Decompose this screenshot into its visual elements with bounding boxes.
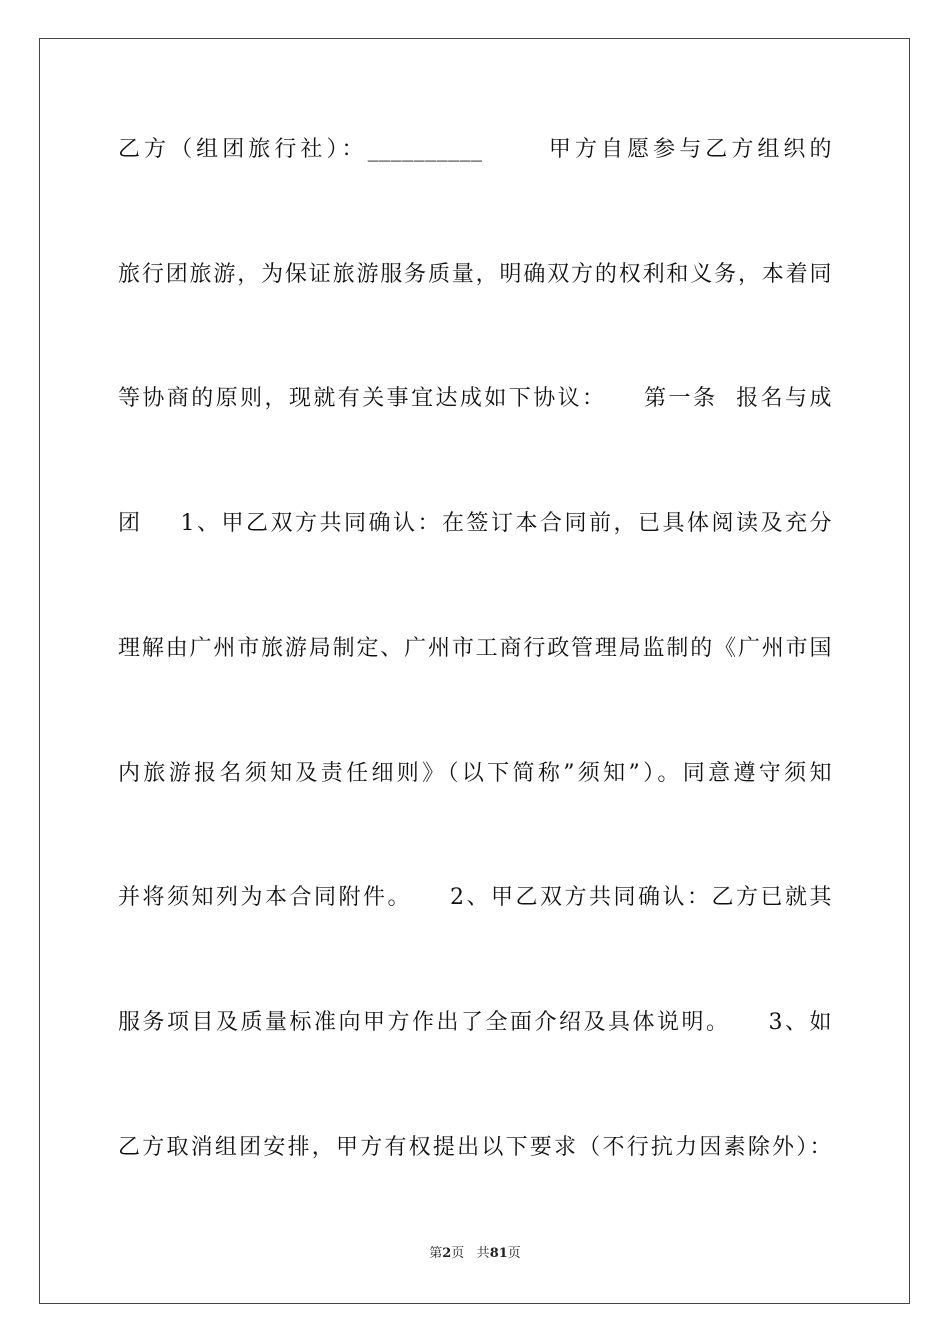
footer-total-pages: 81 — [489, 1246, 508, 1261]
footer-page-number: 2 — [442, 1246, 452, 1261]
body-text-line-9: 乙方取消组团安排，甲方有权提出以下要求（不行抗力因素除外）： — [118, 1135, 832, 1160]
body-text-line-8: 服务项目及质量标准向甲方作出了全面介绍及具体说明。 3、如 — [118, 1010, 832, 1035]
footer-page-prefix: 第 — [429, 1246, 443, 1261]
body-text-line-2: 旅行团旅游，为保证旅游服务质量，明确双方的权利和义务，本着同 — [118, 262, 832, 287]
body-text-line-4: 团 1、甲乙双方共同确认：在签订本合同前，已具体阅读及充分 — [118, 511, 832, 536]
body-text-line-7: 并将须知列为本合同附件。 2、甲乙双方共同确认：乙方已就其 — [118, 885, 832, 910]
page-footer — [0, 1245, 950, 1263]
footer-total-suffix: 页 — [507, 1246, 521, 1261]
body-text-line-1: 乙方（组团旅行社）：__________ 甲方自愿参与乙方组织的 — [118, 137, 832, 162]
page-border — [39, 38, 910, 1304]
body-text-line-3: 等协商的原则，现就有关事宜达成如下协议： 第一条 报名与成 — [118, 386, 832, 411]
body-text-line-6: 内旅游报名须知及责任细则》（以下简称”须知”）。同意遵守须知 — [118, 761, 832, 786]
footer-page-suffix: 页 — [451, 1246, 465, 1261]
footer-total-prefix: 共 — [476, 1246, 490, 1261]
body-text-line-5: 理解由广州市旅游局制定、广州市工商行政管理局监制的《广州市国 — [118, 636, 832, 661]
